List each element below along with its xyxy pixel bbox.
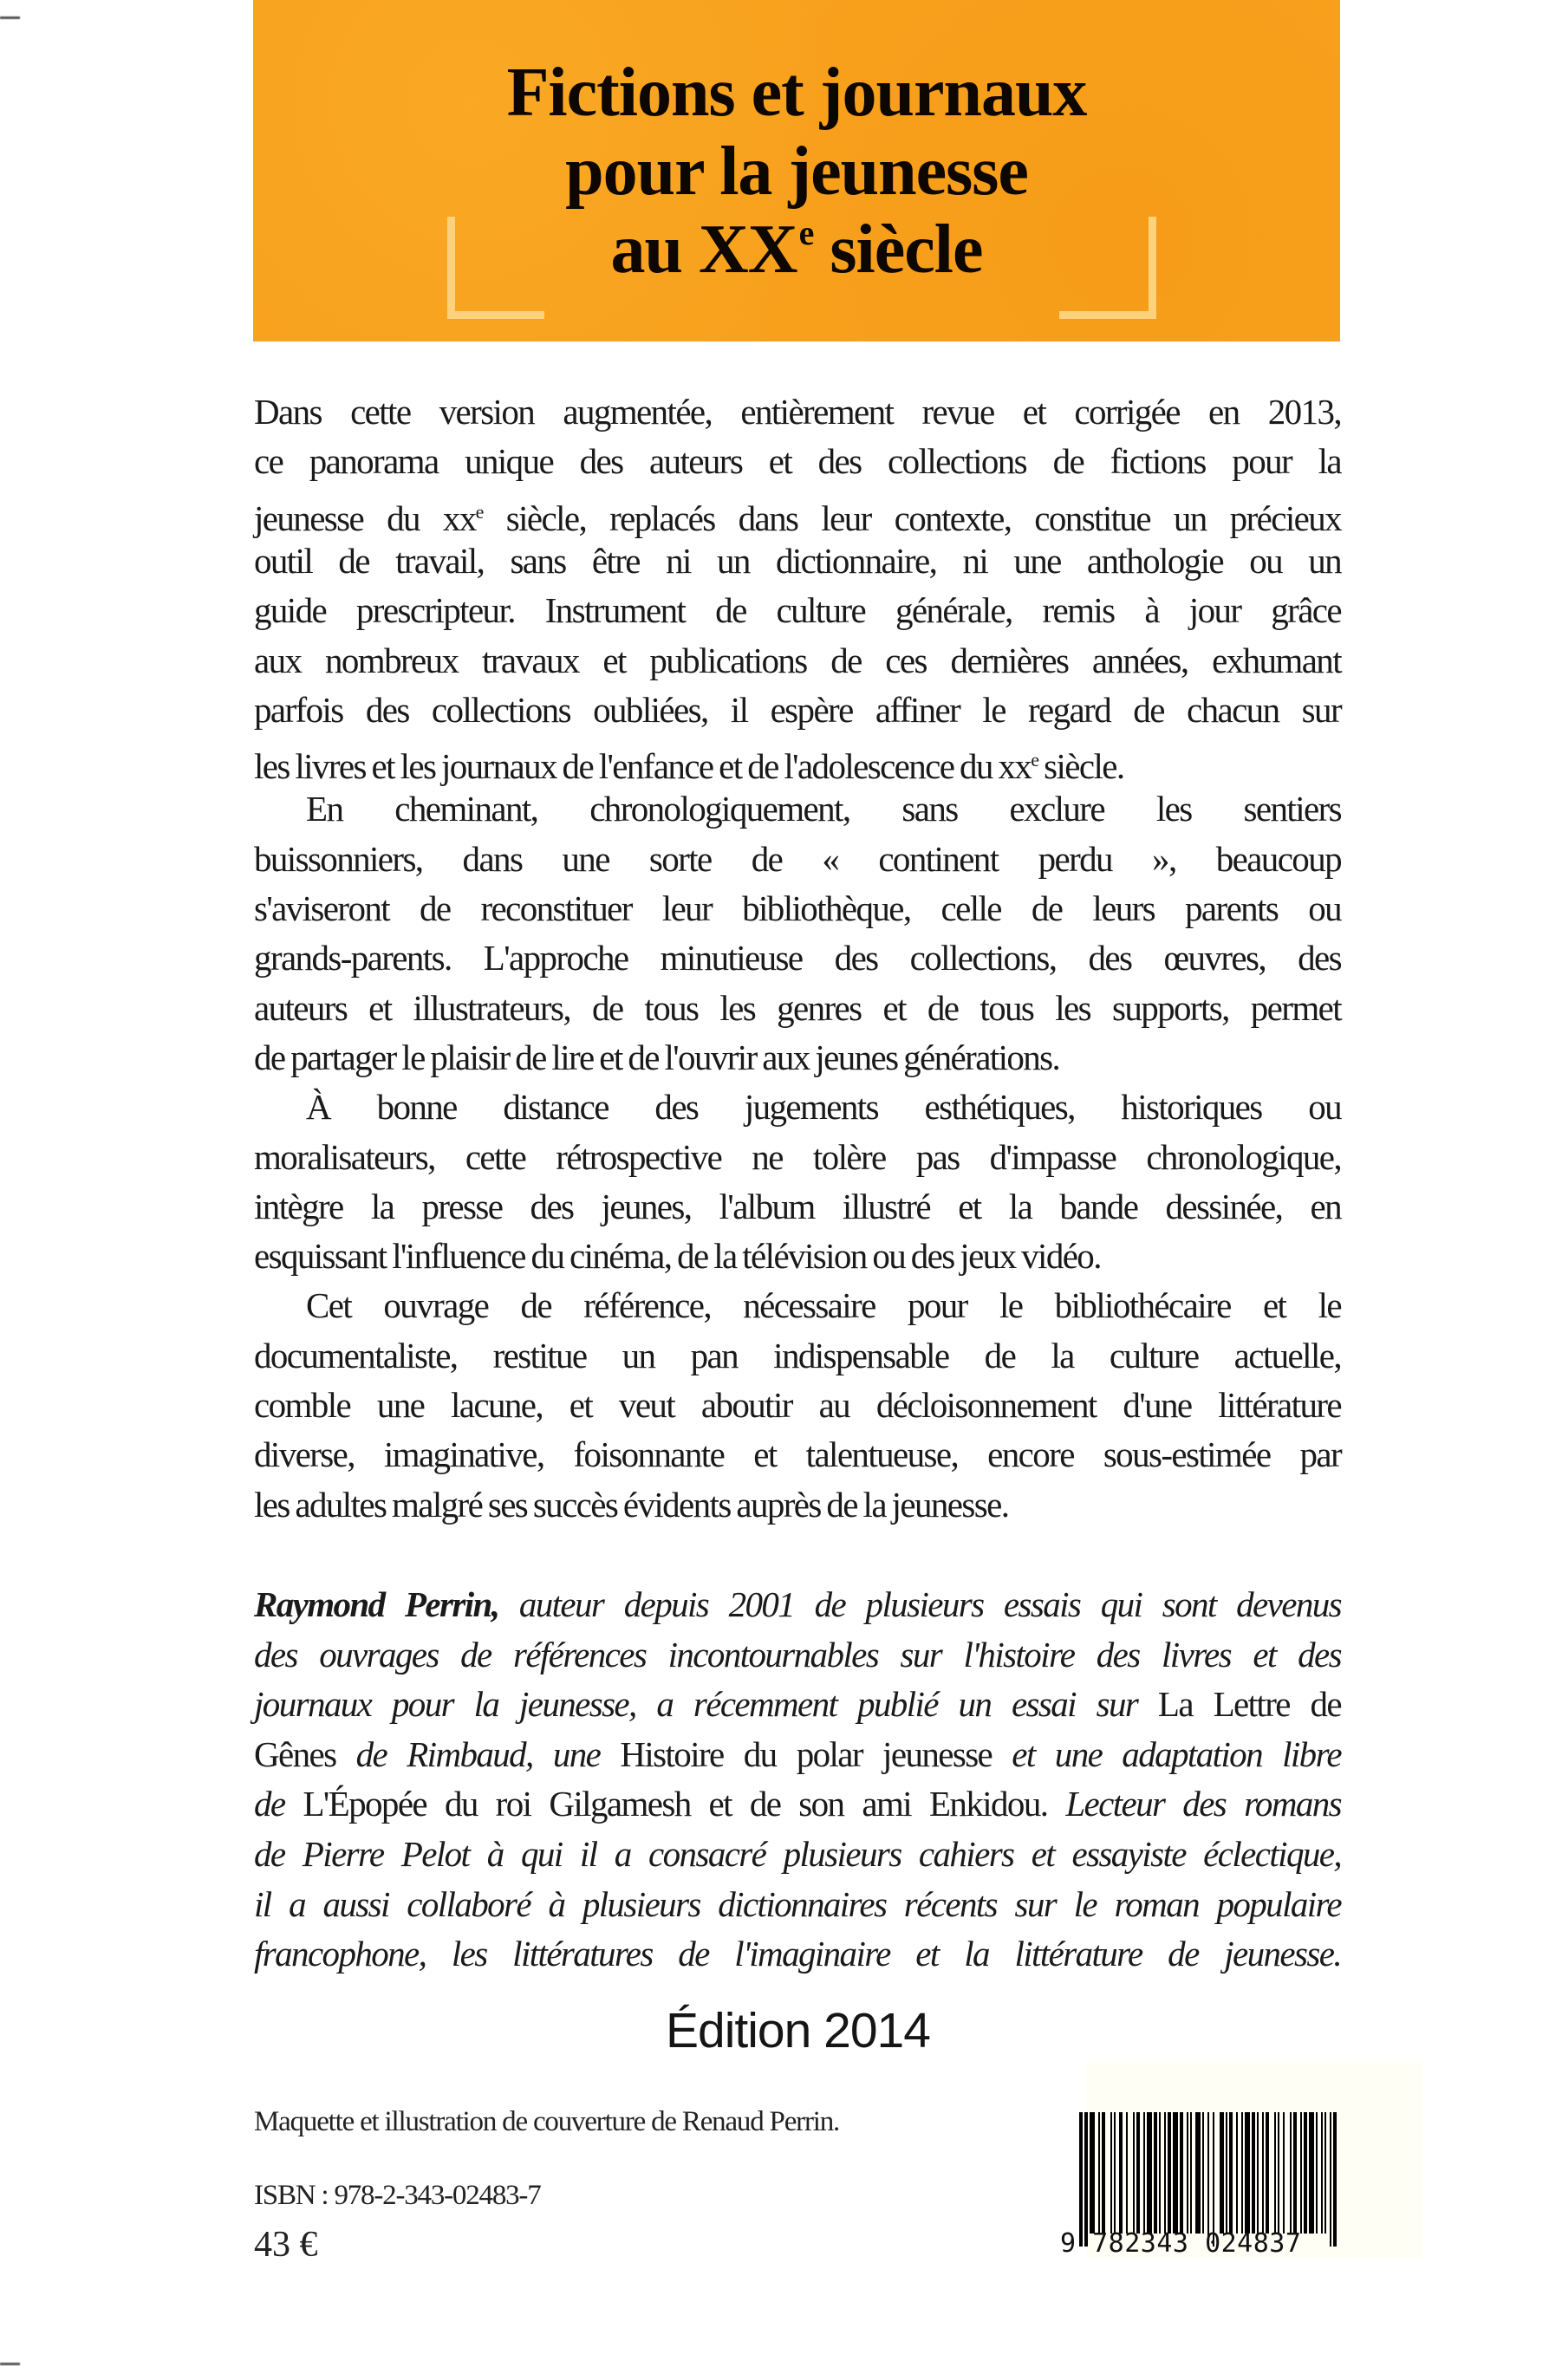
title-prefix: au XX (610, 211, 797, 288)
blurb-line: esquissant l'influence du cinéma, de la télévision ou des jeux vidéo. (254, 1236, 1101, 1277)
blurb-line: s'aviseront de reconstituer leur bibliothèque, celle de leurs parents ou (254, 888, 1341, 928)
barcode-icon (1079, 2112, 1337, 2234)
blurb-line: outil de travail, sans être ni un dictionnaire, ni une anthologie ou un (254, 540, 1341, 581)
blurb-line: guide prescripteur. Instrument de culture générale, remis à jour grâce (254, 590, 1341, 631)
author-bio-line: de L'Épopée du roi Gilgamesh et de son ami Enkidou. Lecteur des romans (254, 1784, 1341, 1824)
author-bio-line: journaux pour la jeunesse, a récemment publié un essai sur La Lettre de (254, 1684, 1341, 1725)
book-title-line-3 (253, 211, 1340, 288)
blurb-line: À bonne distance des jugements esthétiques, historiques ou (306, 1087, 1341, 1128)
blurb-line: En cheminant, chronologiquement, sans exclure les sentiers (306, 789, 1341, 829)
cover-title-band (253, 0, 1340, 341)
blurb-line: ce panorama unique des auteurs et des collections de fictions pour la (254, 441, 1341, 482)
author-bio-line: il a aussi collaboré à plusieurs dictionnaires récents sur le roman populaire (254, 1883, 1341, 1924)
author-bio-line: des ouvrages de références incontournables sur l'histoire des livres et des (254, 1634, 1341, 1674)
blurb-line: grands-parents. L'approche minutieuse des collections, des œuvres, des (254, 938, 1341, 979)
blurb-line: comble une lacune, et veut aboutir au décloisonnement d'une littérature (254, 1385, 1341, 1425)
blurb-line: de partager le plaisir de lire et de l'ouvrir aux jeunes générations. (254, 1037, 1060, 1077)
title-suffix: siècle (813, 211, 983, 288)
blurb-line: les livres et les journaux de l'enfance et de l'adolescence du $xx^e$ siècle. (254, 746, 1124, 787)
isbn: ISBN : 978-2-343-02483-7 (254, 2180, 541, 2211)
blurb-line: moralisateurs, cette rétrospective ne tolère pas d'impasse chronologique, (254, 1136, 1341, 1177)
title-superscript: e (798, 213, 814, 252)
author-bio-line: Raymond Perrin, auteur depuis 2001 de plusieurs essais qui sont devenus (254, 1584, 1341, 1624)
book-title-line-2: pour la jeunesse (565, 133, 1028, 210)
blurb-line: diverse, imaginative, foisonnante et talentueuse, encore sous-estimée par (254, 1434, 1341, 1475)
blurb-line: intègre la presse des jeunes, l'album illustré et la bande dessinée, en (254, 1186, 1341, 1226)
price: 43 € (254, 2225, 318, 2265)
book-title-line-1: Fictions et journaux (506, 55, 1087, 131)
edition-label: Édition 2014 (666, 2003, 930, 2058)
author-bio-line: francophone, les littératures de l'imaginaire et la littérature de jeunesse. (254, 1934, 1341, 1974)
blurb-line: jeunesse du $xx^e$ siècle, replacés dans leur contexte, constitue un précieux (254, 497, 1342, 538)
author-bio-line: de Pierre Pelot à qui il a consacré plusieurs cahiers et essayiste éclectique, (254, 1834, 1341, 1874)
blurb-line: documentaliste, restitue un pan indispensable de la culture actuelle, (254, 1335, 1341, 1375)
blurb-line: aux nombreux travaux et publications de ces dernières années, exhumant (254, 640, 1341, 680)
author-name: Raymond Perrin, (254, 1584, 499, 1624)
crop-mark-bottom (0, 2363, 20, 2365)
cover-credits: Maquette et illustration de couverture de Renaud Perrin. (254, 2106, 840, 2137)
blurb-line: auteurs et illustrateurs, de tous les genres et de tous les supports, permet (254, 987, 1341, 1028)
author-bio-line: Gênes de Rimbaud, une Histoire du polar jeunesse et une adaptation libre (254, 1733, 1342, 1774)
blurb-line: Cet ouvrage de référence, nécessaire pour le bibliothécaire et le (306, 1285, 1341, 1326)
crop-mark-top (0, 16, 20, 19)
blurb-line: les adultes malgré ses succès évidents auprès de la jeunesse. (254, 1484, 1009, 1525)
blurb-line: parfois des collections oubliées, il espère affiner le regard de chacun sur (254, 689, 1341, 730)
barcode-digits: 9 782343 024837 (1060, 2228, 1302, 2259)
blurb-line: buissonniers, dans une sorte de « continent perdu », beaucoup (254, 838, 1341, 879)
blurb-line: Dans cette version augmentée, entièrement revue et corrigée en 2013, (254, 392, 1341, 432)
